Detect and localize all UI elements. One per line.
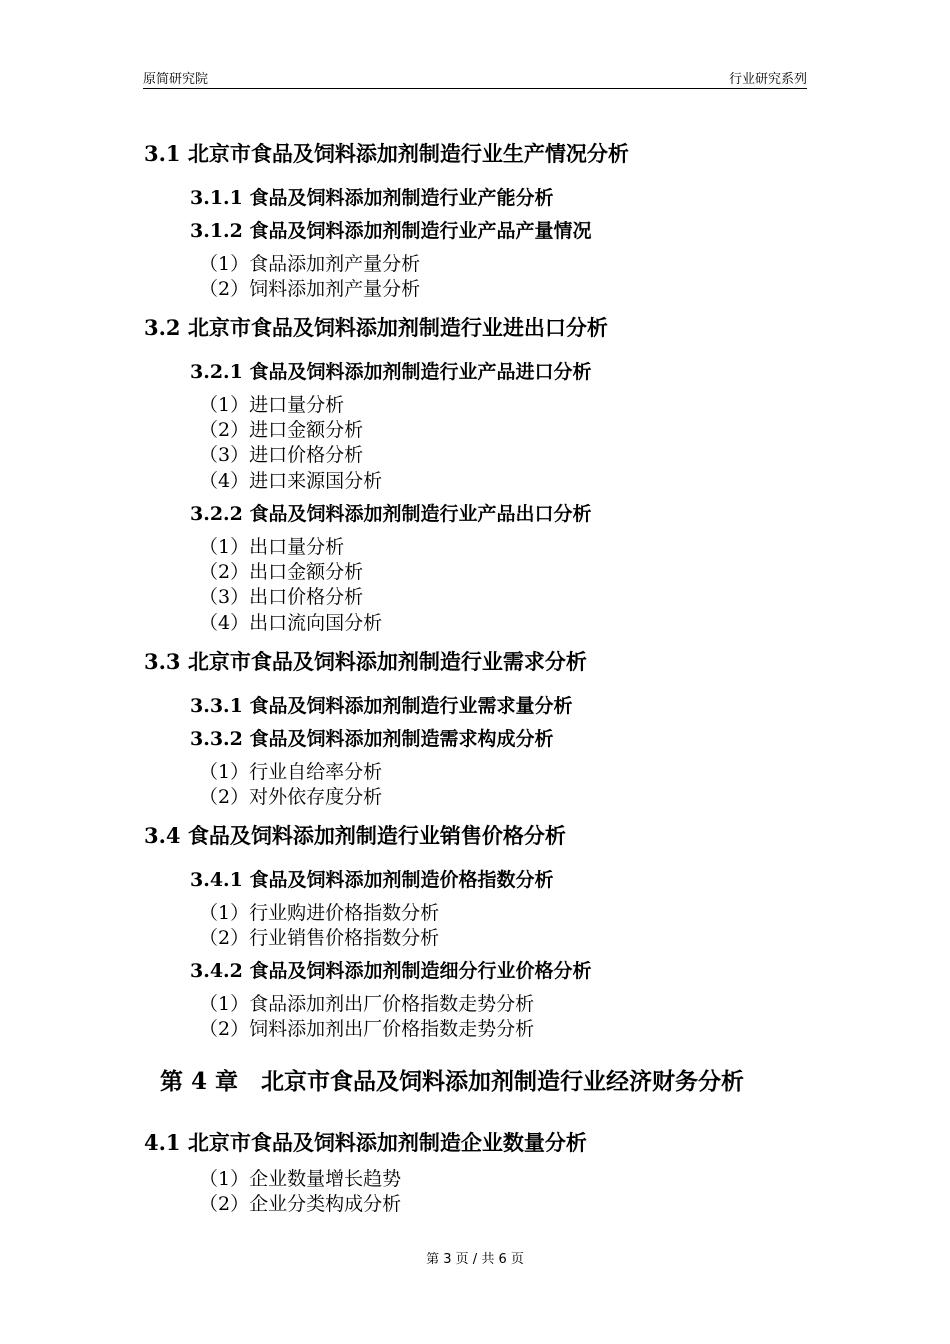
- chapter-heading: 第 4 章 北京市食品及饲料添加剂制造行业经济财务分析: [160, 1068, 745, 1095]
- header-org-name: 原简研究院: [143, 72, 209, 87]
- subsection-heading: 3.1.1 食品及饲料添加剂制造行业产能分析: [190, 187, 554, 209]
- toc-list-item: （2）对外依存度分析: [199, 786, 383, 808]
- toc-list-item: （1）食品添加剂出厂价格指数走势分析: [199, 993, 535, 1015]
- toc-list-item: （1）进口量分析: [199, 394, 345, 416]
- toc-list-item: （3）进口价格分析: [199, 444, 364, 466]
- subsection-heading: 3.4.1 食品及饲料添加剂制造价格指数分析: [190, 869, 554, 891]
- toc-list-item: （2）行业销售价格指数分析: [199, 927, 440, 949]
- subsection-heading: 3.2.2 食品及饲料添加剂制造行业产品出口分析: [190, 503, 592, 525]
- toc-list-item: （1）出口量分析: [199, 536, 345, 558]
- toc-list-item: （2）进口金额分析: [199, 419, 364, 441]
- toc-list-item: （4）出口流向国分析: [199, 612, 383, 634]
- section-heading: 3.1 北京市食品及饲料添加剂制造行业生产情况分析: [144, 141, 629, 166]
- header-series-name: 行业研究系列: [728, 72, 807, 87]
- toc-list-item: （2）饲料添加剂产量分析: [199, 278, 421, 300]
- section-heading: 3.3 北京市食品及饲料添加剂制造行业需求分析: [144, 649, 587, 674]
- toc-list-item: （4）进口来源国分析: [199, 470, 383, 492]
- subsection-heading: 3.3.2 食品及饲料添加剂制造需求构成分析: [190, 728, 554, 750]
- toc-list-item: （2）出口金额分析: [199, 561, 364, 583]
- section-heading: 3.2 北京市食品及饲料添加剂制造行业进出口分析: [144, 315, 608, 340]
- page-number: 第 3 页 / 共 6 页: [426, 1252, 524, 1267]
- toc-list-item: （1）行业自给率分析: [199, 761, 383, 783]
- toc-list-item: （3）出口价格分析: [199, 586, 364, 608]
- toc-list-item: （1）食品添加剂产量分析: [199, 253, 421, 275]
- toc-list-item: （1）企业数量增长趋势: [199, 1168, 402, 1190]
- section-heading: 3.4 食品及饲料添加剂制造行业销售价格分析: [144, 823, 566, 848]
- toc-list-item: （1）行业购进价格指数分析: [199, 902, 440, 924]
- toc-list-item: （2）企业分类构成分析: [199, 1193, 402, 1215]
- section-heading: 4.1 北京市食品及饲料添加剂制造企业数量分析: [144, 1130, 587, 1155]
- toc-list-item: （2）饲料添加剂出厂价格指数走势分析: [199, 1018, 535, 1040]
- subsection-heading: 3.4.2 食品及饲料添加剂制造细分行业价格分析: [190, 960, 592, 982]
- subsection-heading: 3.3.1 食品及饲料添加剂制造行业需求量分析: [190, 695, 573, 717]
- subsection-heading: 3.1.2 食品及饲料添加剂制造行业产品产量情况: [190, 220, 592, 242]
- page-header: [143, 62, 807, 89]
- subsection-heading: 3.2.1 食品及饲料添加剂制造行业产品进口分析: [190, 361, 592, 383]
